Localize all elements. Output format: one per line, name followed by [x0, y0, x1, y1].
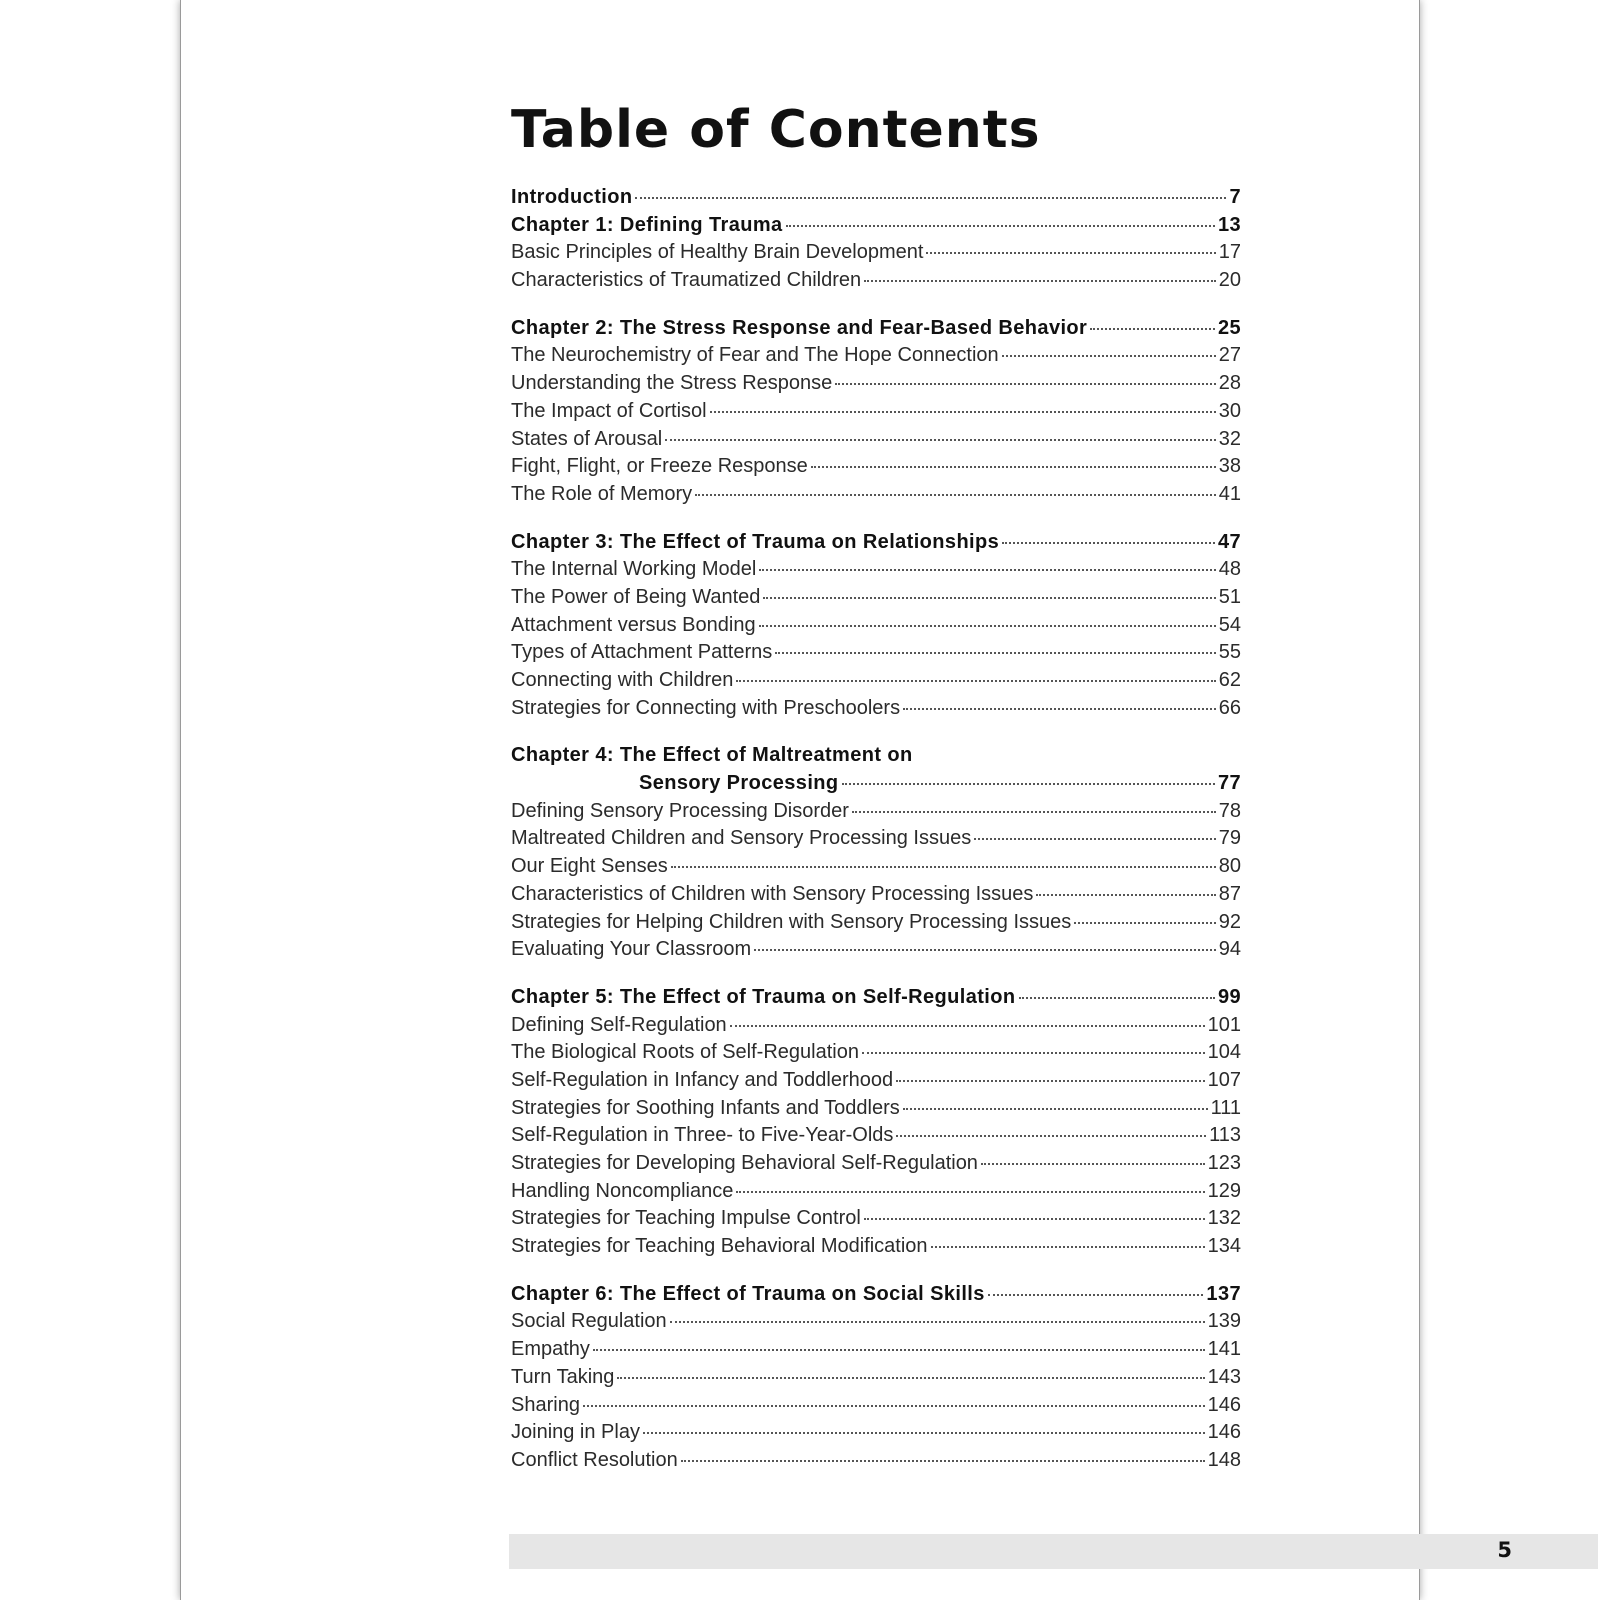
toc-entry-label: Strategies for Connecting with Preschoolers [511, 696, 901, 719]
dot-leader [759, 569, 1215, 571]
toc-section-entry [511, 241, 1241, 269]
toc-entry-page-number: 146 [1207, 1421, 1241, 1444]
toc-chapter-entry [511, 531, 1241, 559]
toc-entry-label: Sharing [511, 1393, 580, 1416]
toc-entry-page-number: 30 [1218, 399, 1241, 422]
toc-section-entry [511, 455, 1241, 483]
dot-leader [981, 1163, 1205, 1165]
toc-entry-page-number: 99 [1217, 985, 1241, 1008]
toc-entry-label: The Internal Working Model [511, 558, 757, 581]
dot-leader [775, 652, 1216, 654]
toc-entry-page-number: 48 [1218, 558, 1241, 581]
toc-entry-page-number: 92 [1218, 910, 1241, 933]
toc-entry-label: Introduction [511, 186, 633, 208]
toc-entry-label: Characteristics of Children with Sensory Processing Issues [511, 882, 1034, 905]
toc-section-entry [511, 1014, 1241, 1042]
footer-bar [509, 1534, 1598, 1569]
toc-entry-label: Chapter 3: The Effect of Trauma on Relationships [511, 530, 1000, 553]
page-number: 5 [1497, 1538, 1512, 1562]
dot-leader [763, 597, 1215, 599]
toc-entry-label: Fight, Flight, or Freeze Response [511, 455, 808, 478]
toc-entry-page-number: 54 [1218, 613, 1241, 636]
toc-section-entry [511, 1097, 1241, 1125]
toc-entry-label: Chapter 5: The Effect of Trauma on Self-Regulation [511, 985, 1016, 1008]
toc-section-entry [511, 855, 1241, 883]
dot-leader [681, 1460, 1205, 1462]
toc-entry-label: Understanding the Stress Response [511, 372, 833, 395]
toc-entry-page-number: 132 [1207, 1207, 1241, 1230]
toc-chapter-entry [511, 744, 1241, 772]
dot-leader [896, 1080, 1205, 1082]
dot-leader [759, 625, 1216, 627]
dot-leader [835, 383, 1215, 385]
toc-entry-page-number: 80 [1218, 855, 1241, 878]
toc-section-entry [511, 1366, 1241, 1394]
toc-section-entry [511, 1041, 1241, 1069]
toc-entry-page-number: 38 [1218, 455, 1241, 478]
dot-leader [931, 1246, 1205, 1248]
toc-entry-label: Self-Regulation in Infancy and Toddlerhood [511, 1068, 894, 1091]
table-of-contents [511, 186, 1241, 1477]
toc-entry-label: States of Arousal [511, 427, 663, 450]
toc-entry-page-number: 32 [1218, 427, 1241, 450]
toc-section-entry [511, 641, 1241, 669]
toc-entry-label: Types of Attachment Patterns [511, 641, 773, 664]
dot-leader [903, 1108, 1208, 1110]
toc-section-entry [511, 669, 1241, 697]
toc-entry-label: Attachment versus Bonding [511, 613, 756, 636]
toc-section-entry [511, 614, 1241, 642]
dot-leader [730, 1025, 1205, 1027]
toc-entry-label: Chapter 6: The Effect of Trauma on Social Skills [511, 1282, 985, 1305]
toc-entry-label: Evaluating Your Classroom [511, 938, 752, 961]
toc-entry-page-number: 113 [1209, 1124, 1241, 1147]
dot-leader [903, 708, 1216, 710]
toc-section-entry [511, 1449, 1241, 1477]
dot-leader [786, 225, 1215, 227]
toc-entry-label: Sensory Processing [639, 772, 839, 795]
dot-leader [736, 680, 1215, 682]
toc-entry-label: Handling Noncompliance [511, 1179, 734, 1202]
toc-entry-label: Social Regulation [511, 1310, 667, 1333]
dot-leader [852, 811, 1216, 813]
toc-entry-page-number: 111 [1210, 1096, 1241, 1119]
toc-section-entry [511, 1310, 1241, 1338]
toc-entry-label: Empathy [511, 1338, 590, 1361]
toc-entry-page-number: 55 [1218, 641, 1241, 664]
dot-leader [695, 494, 1216, 496]
toc-section-entry [511, 586, 1241, 614]
toc-section-entry [511, 1338, 1241, 1366]
toc-entry-label: Defining Sensory Processing Disorder [511, 799, 849, 822]
toc-entry-label: Strategies for Teaching Impulse Control [511, 1207, 861, 1230]
dot-leader [1074, 922, 1215, 924]
toc-chapter-entry [511, 772, 1241, 800]
toc-section-entry [511, 558, 1241, 586]
toc-chapter-entry [511, 214, 1241, 242]
dot-leader [593, 1349, 1205, 1351]
toc-section-entry [511, 911, 1241, 939]
toc-entry-page-number: 25 [1217, 316, 1241, 339]
toc-section-entry [511, 1180, 1241, 1208]
toc-section-entry [511, 269, 1241, 297]
toc-entry-label: Turn Taking [511, 1365, 615, 1388]
toc-section-entry [511, 1152, 1241, 1180]
toc-entry-page-number: 148 [1207, 1448, 1241, 1471]
toc-chapter-entry [511, 1283, 1241, 1311]
dot-leader [864, 1218, 1205, 1220]
toc-entry-label: Strategies for Developing Behavioral Self-Regulation [511, 1152, 978, 1174]
toc-section-entry [511, 1069, 1241, 1097]
toc-entry-page-number: 137 [1206, 1282, 1241, 1305]
dot-leader [754, 949, 1216, 951]
dot-leader [617, 1377, 1204, 1379]
toc-entry-label: The Power of Being Wanted [511, 585, 761, 608]
toc-entry-label: Basic Principles of Healthy Brain Development [511, 241, 924, 264]
toc-entry-page-number: 62 [1218, 669, 1241, 691]
toc-entry-label: Joining in Play [511, 1421, 640, 1444]
toc-entry-page-number: 28 [1218, 372, 1241, 395]
dot-leader [988, 1294, 1204, 1296]
dot-leader [1002, 542, 1215, 544]
toc-entry-page-number: 146 [1207, 1393, 1241, 1416]
document-page [180, 0, 1512, 1600]
toc-entry-page-number: 123 [1207, 1152, 1241, 1174]
dot-leader [842, 783, 1215, 785]
toc-section-entry [511, 938, 1241, 966]
dot-leader [635, 197, 1226, 199]
dot-leader [864, 280, 1216, 282]
dot-leader [1036, 894, 1215, 896]
toc-entry-page-number: 27 [1218, 344, 1241, 367]
toc-entry-label: Defining Self-Regulation [511, 1013, 727, 1036]
dot-leader [583, 1405, 1205, 1407]
toc-entry-label: Connecting with Children [511, 669, 734, 691]
dot-leader [974, 838, 1216, 840]
toc-entry-page-number: 94 [1218, 938, 1241, 961]
toc-entry-page-number: 129 [1207, 1179, 1241, 1202]
dot-leader [1019, 997, 1215, 999]
toc-entry-page-number: 101 [1207, 1013, 1241, 1036]
dot-leader [896, 1135, 1206, 1137]
toc-entry-label: The Biological Roots of Self-Regulation [511, 1041, 859, 1064]
dot-leader [1090, 328, 1215, 330]
toc-entry-page-number: 87 [1218, 882, 1241, 905]
toc-entry-label: Chapter 1: Defining Trauma [511, 213, 783, 236]
toc-section-entry [511, 428, 1241, 456]
dot-leader [671, 866, 1216, 868]
toc-section-entry [511, 483, 1241, 511]
toc-entry-label: Maltreated Children and Sensory Processing Issues [511, 827, 972, 850]
toc-entry-label: Chapter 2: The Stress Response and Fear-Based Behavior [511, 316, 1088, 339]
toc-entry-page-number: 104 [1207, 1041, 1241, 1064]
toc-entry-label: Self-Regulation in Three- to Five-Year-Olds [511, 1124, 894, 1147]
toc-chapter-entry [511, 317, 1241, 345]
toc-entry-label: Chapter 4: The Effect of Maltreatment on [511, 744, 913, 767]
toc-entry-label: Conflict Resolution [511, 1448, 678, 1471]
dot-leader [1002, 355, 1216, 357]
toc-section-entry [511, 883, 1241, 911]
dot-leader [710, 411, 1216, 413]
toc-entry-label: Strategies for Teaching Behavioral Modification [511, 1235, 928, 1258]
toc-entry-page-number: 20 [1218, 269, 1241, 292]
toc-section-entry [511, 827, 1241, 855]
toc-section-entry [511, 1235, 1241, 1263]
toc-entry-page-number: 78 [1218, 799, 1241, 822]
toc-entry-label: Strategies for Soothing Infants and Toddlers [511, 1096, 900, 1119]
toc-entry-page-number: 79 [1218, 827, 1241, 850]
toc-entry-page-number: 17 [1218, 241, 1241, 264]
toc-entry-page-number: 7 [1229, 186, 1241, 208]
toc-section-entry [511, 1421, 1241, 1449]
toc-entry-page-number: 47 [1217, 530, 1241, 553]
toc-entry-page-number: 66 [1218, 696, 1241, 719]
toc-entry-label: Strategies for Helping Children with Sensory Processing Issues [511, 910, 1072, 933]
dot-leader [670, 1321, 1205, 1323]
dot-leader [643, 1432, 1205, 1434]
toc-section-entry [511, 697, 1241, 725]
toc-section-entry [511, 800, 1241, 828]
page-title: Table of Contents [511, 100, 1041, 160]
toc-section-entry [511, 1394, 1241, 1422]
toc-entry-label: Characteristics of Traumatized Children [511, 269, 862, 292]
dot-leader [926, 252, 1215, 254]
toc-entry-page-number: 107 [1207, 1068, 1241, 1091]
toc-entry-label: Our Eight Senses [511, 855, 668, 878]
dot-leader [665, 439, 1216, 441]
toc-section-entry [511, 400, 1241, 428]
toc-section-entry [511, 344, 1241, 372]
toc-entry-page-number: 41 [1218, 482, 1241, 505]
toc-chapter-entry [511, 986, 1241, 1014]
toc-section-entry [511, 372, 1241, 400]
toc-entry-page-number: 51 [1218, 585, 1241, 608]
toc-entry-page-number: 141 [1207, 1338, 1241, 1361]
toc-entry-label: The Neurochemistry of Fear and The Hope Connection [511, 344, 999, 367]
toc-entry-label: The Impact of Cortisol [511, 399, 707, 422]
toc-entry-label: The Role of Memory [511, 482, 693, 505]
toc-section-entry [511, 1207, 1241, 1235]
dot-leader [736, 1191, 1204, 1193]
toc-entry-page-number: 139 [1207, 1310, 1241, 1333]
dot-leader [862, 1052, 1205, 1054]
toc-entry-page-number: 134 [1207, 1235, 1241, 1258]
toc-entry-page-number: 143 [1207, 1365, 1241, 1388]
toc-entry-page-number: 13 [1217, 213, 1241, 236]
dot-leader [811, 466, 1216, 468]
toc-chapter-entry [511, 186, 1241, 214]
toc-entry-page-number: 77 [1217, 772, 1241, 795]
toc-section-entry [511, 1124, 1241, 1152]
